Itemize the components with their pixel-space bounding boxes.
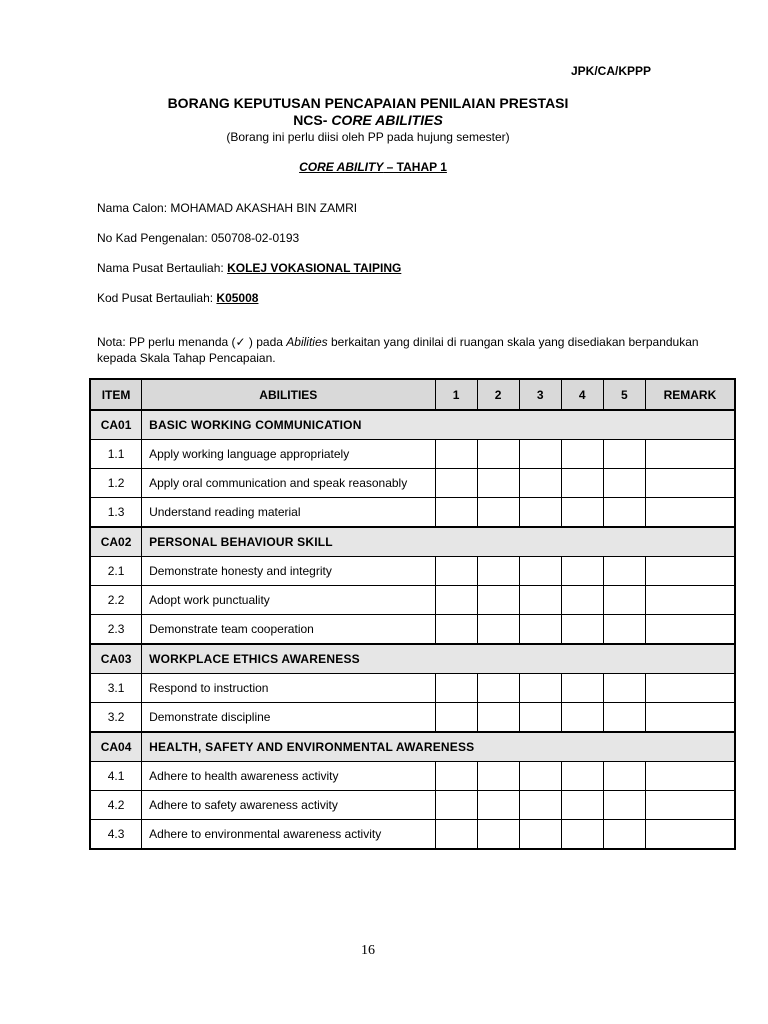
scale-2-cell[interactable] [477, 703, 519, 733]
item-number: 2.1 [90, 557, 142, 586]
group-row-ca04 [90, 732, 735, 762]
scale-1-cell[interactable] [435, 674, 477, 703]
ability-text: Adhere to health awareness activity [142, 762, 435, 791]
nama-pusat-value: KOLEJ VOKASIONAL TAIPING [227, 261, 402, 275]
group-row-ca01 [90, 410, 735, 440]
table-row [90, 615, 735, 645]
item-number: 4.3 [90, 820, 142, 850]
scale-2-cell[interactable] [477, 615, 519, 645]
scale-4-cell[interactable] [561, 615, 603, 645]
nota-part1: Nota: PP perlu menanda (✓ ) pada [97, 335, 287, 349]
remark-cell[interactable] [645, 557, 735, 586]
header-scale-1: 1 [435, 379, 477, 410]
scale-2-cell[interactable] [477, 762, 519, 791]
scale-1-cell[interactable] [435, 820, 477, 850]
scale-4-cell[interactable] [561, 791, 603, 820]
scale-5-cell[interactable] [603, 440, 645, 469]
scale-1-cell[interactable] [435, 703, 477, 733]
table-row [90, 586, 735, 615]
scale-1-cell[interactable] [435, 586, 477, 615]
remark-cell[interactable] [645, 498, 735, 528]
instruction-subtitle: (Borang ini perlu diisi oleh PP pada hujung semester) [226, 130, 510, 144]
scale-4-cell[interactable] [561, 469, 603, 498]
table-header-row [90, 379, 735, 410]
scale-1-cell[interactable] [435, 440, 477, 469]
remark-cell[interactable] [645, 615, 735, 645]
group-code: CA02 [90, 527, 142, 557]
remark-cell[interactable] [645, 440, 735, 469]
scale-3-cell[interactable] [519, 820, 561, 850]
scale-5-cell[interactable] [603, 586, 645, 615]
ability-text: Demonstrate discipline [142, 703, 435, 733]
table-row [90, 557, 735, 586]
scale-4-cell[interactable] [561, 762, 603, 791]
item-number: 1.3 [90, 498, 142, 528]
nota-italic: Abilities [286, 335, 328, 349]
scale-2-cell[interactable] [477, 674, 519, 703]
scale-3-cell[interactable] [519, 791, 561, 820]
document-reference: JPK/CA/KPPP [571, 64, 652, 78]
group-row-ca02 [90, 527, 735, 557]
field-nama-pusat [97, 261, 401, 275]
remark-cell[interactable] [645, 791, 735, 820]
scale-2-cell[interactable] [477, 820, 519, 850]
scale-4-cell[interactable] [561, 586, 603, 615]
scale-3-cell[interactable] [519, 674, 561, 703]
ability-text: Demonstrate team cooperation [142, 615, 435, 645]
scale-5-cell[interactable] [603, 615, 645, 645]
group-code: CA03 [90, 644, 142, 674]
ability-text: Demonstrate honesty and integrity [142, 557, 435, 586]
scale-5-cell[interactable] [603, 762, 645, 791]
nota-instruction [97, 334, 737, 366]
scale-3-cell[interactable] [519, 703, 561, 733]
nota-part2: berkaitan yang dinilai di ruangan skala yang disediakan berpandukan kepada Skala Tahap Pencapaian. [97, 335, 699, 365]
group-title: BASIC WORKING COMMUNICATION [142, 410, 735, 440]
ability-text: Respond to instruction [142, 674, 435, 703]
scale-5-cell[interactable] [603, 791, 645, 820]
scale-1-cell[interactable] [435, 498, 477, 528]
header-scale-2: 2 [477, 379, 519, 410]
document-title: BORANG KEPUTUSAN PENCAPAIAN PENILAIAN PRESTASI [167, 95, 569, 111]
remark-cell[interactable] [645, 820, 735, 850]
scale-3-cell[interactable] [519, 762, 561, 791]
table-row [90, 762, 735, 791]
scale-5-cell[interactable] [603, 820, 645, 850]
page-number: 16 [361, 943, 375, 958]
scale-3-cell[interactable] [519, 557, 561, 586]
remark-cell[interactable] [645, 762, 735, 791]
nama-pusat-label: Nama Pusat Bertauliah: [97, 261, 228, 275]
group-row-ca03 [90, 644, 735, 674]
ability-text: Understand reading material [142, 498, 435, 528]
scale-3-cell[interactable] [519, 615, 561, 645]
field-no-kad [97, 231, 299, 245]
header-remark: REMARK [645, 379, 735, 410]
scale-4-cell[interactable] [561, 557, 603, 586]
header-scale-5: 5 [603, 379, 645, 410]
remark-cell[interactable] [645, 469, 735, 498]
scale-3-cell[interactable] [519, 469, 561, 498]
scale-2-cell[interactable] [477, 557, 519, 586]
header-item: ITEM [90, 379, 142, 410]
item-number: 2.3 [90, 615, 142, 645]
header-scale-4: 4 [561, 379, 603, 410]
scale-2-cell[interactable] [477, 469, 519, 498]
abilities-table-body [90, 410, 735, 849]
ability-text: Adopt work punctuality [142, 586, 435, 615]
nama-calon-value: MOHAMAD AKASHAH BIN ZAMRI [170, 201, 358, 215]
document-subtitle-ncs [0, 112, 736, 128]
remark-cell[interactable] [645, 674, 735, 703]
scale-5-cell[interactable] [603, 674, 645, 703]
kod-pusat-value: K05008 [216, 291, 259, 305]
tahap-rest: – TAHAP 1 [383, 160, 447, 174]
item-number: 3.2 [90, 703, 142, 733]
item-number: 3.1 [90, 674, 142, 703]
remark-cell[interactable] [645, 586, 735, 615]
scale-2-cell[interactable] [477, 791, 519, 820]
table-row [90, 820, 735, 850]
ability-text: Adhere to safety awareness activity [142, 791, 435, 820]
group-title: WORKPLACE ETHICS AWARENESS [142, 644, 735, 674]
scale-1-cell[interactable] [435, 615, 477, 645]
scale-1-cell[interactable] [435, 762, 477, 791]
scale-3-cell[interactable] [519, 498, 561, 528]
scale-2-cell[interactable] [477, 586, 519, 615]
title-prefix: NCS- [293, 112, 332, 128]
group-title: HEALTH, SAFETY AND ENVIRONMENTAL AWARENESS [142, 732, 735, 762]
title-core-abilities: CORE ABILITIES [331, 112, 443, 128]
table-row [90, 703, 735, 733]
table-row [90, 498, 735, 528]
scale-5-cell[interactable] [603, 469, 645, 498]
scale-1-cell[interactable] [435, 557, 477, 586]
scale-4-cell[interactable] [561, 703, 603, 733]
scale-4-cell[interactable] [561, 440, 603, 469]
table-row [90, 791, 735, 820]
remark-cell[interactable] [645, 703, 735, 733]
no-kad-label: No Kad Pengenalan: [97, 231, 212, 245]
item-number: 4.2 [90, 791, 142, 820]
item-number: 1.1 [90, 440, 142, 469]
scale-5-cell[interactable] [603, 703, 645, 733]
scale-3-cell[interactable] [519, 440, 561, 469]
kod-pusat-label: Kod Pusat Bertauliah: [97, 291, 217, 305]
abilities-table [89, 378, 736, 850]
table-row [90, 674, 735, 703]
ability-text: Apply working language appropriately [142, 440, 435, 469]
group-code: CA01 [90, 410, 142, 440]
scale-2-cell[interactable] [477, 498, 519, 528]
group-title: PERSONAL BEHAVIOUR SKILL [142, 527, 735, 557]
scale-4-cell[interactable] [561, 674, 603, 703]
tahap-heading [0, 160, 746, 174]
scale-5-cell[interactable] [603, 498, 645, 528]
scale-4-cell[interactable] [561, 820, 603, 850]
scale-3-cell[interactable] [519, 586, 561, 615]
header-abilities: ABILITIES [142, 379, 435, 410]
table-row [90, 469, 735, 498]
no-kad-value: 050708-02-0193 [211, 231, 300, 245]
table-row [90, 440, 735, 469]
tahap-italic: CORE ABILITY [299, 160, 384, 174]
item-number: 2.2 [90, 586, 142, 615]
field-kod-pusat [97, 291, 258, 305]
scale-1-cell[interactable] [435, 791, 477, 820]
scale-5-cell[interactable] [603, 557, 645, 586]
scale-4-cell[interactable] [561, 498, 603, 528]
ability-text: Adhere to environmental awareness activity [142, 820, 435, 850]
ability-text: Apply oral communication and speak reasonably [142, 469, 435, 498]
item-number: 4.1 [90, 762, 142, 791]
field-nama-calon [97, 201, 357, 215]
scale-2-cell[interactable] [477, 440, 519, 469]
scale-1-cell[interactable] [435, 469, 477, 498]
group-code: CA04 [90, 732, 142, 762]
item-number: 1.2 [90, 469, 142, 498]
nama-calon-label: Nama Calon: [97, 201, 171, 215]
header-scale-3: 3 [519, 379, 561, 410]
